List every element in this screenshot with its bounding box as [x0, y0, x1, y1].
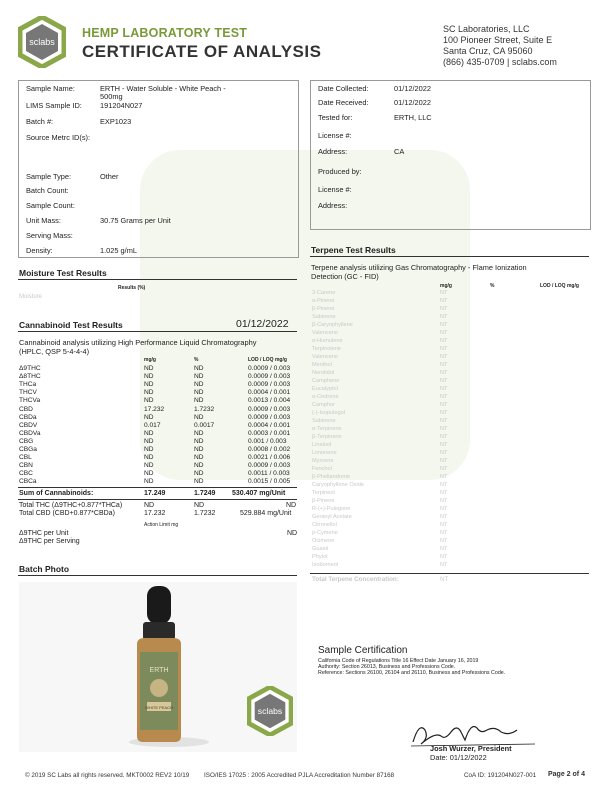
terpene-row-name: Valencene: [312, 330, 339, 336]
cannabinoid-row-name: CBL: [19, 454, 32, 462]
cannabinoid-row-value: 0.0009 / 0.003: [248, 365, 291, 372]
terpene-row-name: Fenchol: [312, 466, 332, 472]
batch-photo-title: Batch Photo: [19, 564, 70, 574]
cannabinoid-row-name: CBDV: [19, 421, 38, 429]
cannabinoid-row-value: 0.0009 / 0.003: [248, 381, 291, 389]
cannabinoid-row-value: ND: [144, 365, 154, 372]
terpene-row-name: Phytol: [312, 554, 328, 560]
per-unit-value: ND: [287, 530, 298, 537]
sclabs-seal-icon: [247, 686, 293, 736]
terpene-row-name: Nerolidol: [312, 370, 335, 376]
terpene-row-name: β-Caryophyllene: [312, 322, 353, 328]
sum-unit: 530.407 mg/Unit: [232, 490, 286, 497]
cannabinoid-row-value: ND: [194, 365, 204, 372]
cannabinoid-row-value: 0.0004 / 0.001: [248, 389, 291, 397]
terpene-row-name: Camphene: [312, 378, 340, 384]
cannabinoid-row-value: ND: [194, 478, 204, 486]
terpene-row-name: Guaiol: [312, 546, 329, 552]
unit-mass-value: 30.75 Grams per Unit: [100, 216, 171, 225]
cannabinoid-row-name: Δ9THC: [19, 365, 41, 372]
terpene-row-name: β-Phellandrene: [312, 474, 351, 480]
terpene-row-value: NT: [440, 474, 448, 480]
cannabinoid-row-value: ND: [194, 470, 204, 478]
terpene-row-value: NT: [440, 354, 448, 360]
cannabinoid-row-value: 0.0004 / 0.001: [248, 421, 291, 429]
cannabinoid-row-value: ND: [194, 429, 204, 437]
terpene-row-value: NT: [440, 426, 448, 432]
terpene-row-name: Valencene: [312, 354, 339, 360]
cannabinoid-row-value: ND: [194, 437, 204, 445]
cannabinoid-row-value: ND: [194, 454, 204, 462]
cannabinoid-col-lod: LOD / LOQ mg/g: [248, 357, 287, 363]
unit-mass-label: Unit Mass:: [26, 216, 61, 225]
certification-date: Date: 01/12/2022: [430, 753, 487, 762]
terpene-row-value: NT: [440, 554, 448, 560]
density-label: Density:: [26, 246, 53, 255]
produced-by-label: Produced by:: [318, 167, 362, 176]
terpene-total-label: Total Terpene Concentration:: [312, 576, 399, 583]
certification-line-1: California Code of Regulations Title 16 Effect Date January 16, 2019: [318, 658, 479, 664]
terpene-row-value: NT: [440, 434, 448, 440]
terpene-row-value: NT: [440, 290, 448, 296]
terpene-col-mg: mg/g: [440, 283, 452, 289]
sum-label: Sum of Cannabinoids:: [19, 490, 94, 497]
metrc-label: Source Metrc ID(s):: [26, 133, 91, 142]
cannabinoid-row-value: ND: [194, 381, 204, 389]
terpene-row-value: NT: [440, 394, 448, 400]
cannabinoid-row-value: ND: [144, 413, 154, 421]
terpene-col-lod: LOD / LOQ mg/g: [540, 283, 579, 289]
cannabinoid-row-value: 0.0013 / 0.004: [248, 397, 291, 405]
footer-iso: ISO/IES 17025 : 2005 Accredited PJLA Accreditation Number 87168: [204, 772, 395, 779]
terpene-method: Terpene analysis utilizing Gas Chromatography - Flame Ionization: [311, 263, 527, 272]
terpene-row-name: Linalool: [312, 442, 332, 448]
lims-id-value: 191204N027: [100, 101, 143, 110]
per-unit-label: Δ9THC per Unit: [19, 530, 69, 537]
terpene-row-name: β-Pinene: [312, 306, 335, 312]
terpene-row-value: NT: [440, 450, 448, 456]
cannabinoid-method: Cannabinoid analysis utilizing High Performance Liquid Chromatography: [19, 338, 257, 347]
date-collected-value: 01/12/2022: [394, 84, 431, 93]
terpene-row-value: NT: [440, 322, 448, 328]
terpene-row-name: Geranyl Acetate: [312, 514, 352, 520]
sclabs-logo: [18, 16, 66, 68]
producer-address-label: Address:: [318, 201, 348, 210]
terpene-row-name: 3-Carene: [312, 290, 336, 296]
cannabinoid-method-2: (HPLC, QSP 5-4-4-4): [19, 347, 90, 356]
bottle-flavor: WHITE PEACH: [145, 705, 173, 710]
cannabinoid-row-value: 17.232: [144, 405, 165, 413]
cannabinoid-title: Cannabinoid Test Results: [19, 320, 123, 330]
terpene-row-value: NT: [440, 442, 448, 448]
cannabinoid-row-value: 0.0021 / 0.006: [248, 454, 291, 462]
cannabinoid-col-mg: mg/g: [144, 357, 156, 363]
terpene-row-value: NT: [440, 386, 448, 392]
cannabinoid-row-value: ND: [144, 397, 154, 405]
tested-for-value: ERTH, LLC: [394, 113, 432, 122]
terpene-row-name: p-Cymene: [312, 530, 338, 536]
terpene-total-value: NT: [440, 576, 449, 583]
certification-line-2: Authority: Section 26013, Business and Professions Code.: [318, 664, 456, 670]
terpene-row-name: Terpineol: [312, 490, 335, 496]
total-thc-unit: ND: [286, 502, 297, 509]
cannabinoid-row-value: 0.0009 / 0.003: [248, 462, 291, 470]
cannabinoid-row-name: CBCa: [19, 478, 37, 486]
cannabinoid-row-value: ND: [144, 478, 154, 486]
terpene-row-name: Sabinene: [312, 314, 336, 320]
cannabinoid-row-value: 1.7232: [194, 405, 215, 413]
terpene-row-name: Camphor: [312, 402, 336, 408]
cannabinoid-row-value: ND: [144, 381, 154, 389]
header-subtitle: HEMP LABORATORY TEST: [82, 26, 248, 40]
date-received-value: 01/12/2022: [394, 98, 431, 107]
cannabinoid-row-name: THCV: [19, 389, 37, 397]
cannabinoid-row-value: 0.0015 / 0.005: [248, 478, 291, 486]
cannabinoid-row-value: 0.017: [144, 421, 161, 429]
terpene-row-value: NT: [440, 538, 448, 544]
terpene-row-name: Myrcene: [312, 458, 334, 464]
per-serving-label: Δ9THC per Serving: [19, 538, 80, 545]
terpene-row-name: Citronellol: [312, 522, 337, 528]
batch-photo-divider: [18, 575, 297, 576]
terpene-row-value: NT: [440, 530, 448, 536]
terpene-row-value: NT: [440, 306, 448, 312]
total-cbd-pct: 1.7232: [194, 510, 216, 517]
terpene-title: Terpene Test Results: [311, 245, 396, 255]
moisture-title: Moisture Test Results: [19, 268, 107, 278]
lab-address: [443, 24, 557, 68]
terpene-row-value: NT: [440, 314, 448, 320]
cannabinoid-row-value: ND: [144, 437, 154, 445]
terpene-row-value: NT: [440, 458, 448, 464]
cannabinoid-date: 01/12/2022: [236, 318, 289, 330]
batch-value: EXP1023: [100, 117, 132, 126]
batch-label: Batch #:: [26, 117, 54, 126]
lims-id-label: LIMS Sample ID:: [26, 101, 82, 110]
moisture-divider: [18, 279, 297, 280]
terpene-row-value: NT: [440, 298, 448, 304]
cannabinoid-row-name: CBN: [19, 462, 33, 470]
cannabinoid-row-name: CBG: [19, 437, 34, 445]
cannabinoid-row-value: 0.0009 / 0.003: [248, 413, 291, 421]
header-title: CERTIFICATE OF ANALYSIS: [82, 42, 322, 61]
terpene-row-value: NT: [440, 338, 448, 344]
cannabinoid-row-value: 0.0003 / 0.001: [248, 429, 291, 437]
terpene-row-value: NT: [440, 546, 448, 552]
cannabinoid-row-value: 0.0008 / 0.002: [248, 446, 291, 453]
terpene-row-name: (-)-Isopulegol: [312, 410, 345, 416]
terpene-row-value: NT: [440, 402, 448, 408]
terpene-row-value: NT: [440, 370, 448, 376]
terpene-row-value: NT: [440, 482, 448, 488]
cannabinoid-row-name: CBD: [19, 405, 33, 413]
terpene-row-name: α-Cedrene: [312, 394, 339, 400]
lab-street: 100 Pioneer Street, Suite E: [443, 35, 553, 45]
terpene-row-name: Sabinene: [312, 418, 336, 424]
sum-divider: [18, 487, 297, 488]
cannabinoid-row-value: ND: [194, 462, 204, 470]
cannabinoid-row-value: ND: [194, 373, 204, 381]
producer-license-label: License #:: [318, 185, 352, 194]
terpene-row-value: NT: [440, 514, 448, 520]
terpene-row-name: α-Humulene: [312, 338, 343, 344]
terpene-row-name: Menthol: [312, 362, 332, 368]
terpene-row-name: α-Pinene: [312, 298, 335, 304]
cannabinoid-row-value: ND: [194, 389, 204, 397]
terpene-row-value: NT: [440, 562, 448, 568]
action-limit-label: Action Limit mg: [144, 522, 179, 528]
terpene-row-name: α-Terpinene: [312, 426, 342, 432]
total-thc-pct: ND: [194, 502, 205, 509]
terpene-row-value: NT: [440, 506, 448, 512]
signer-name: Josh Wurzer, President: [430, 744, 512, 753]
cannabinoid-row-value: ND: [144, 462, 154, 470]
terpene-row-name: Eucalyptol: [312, 386, 338, 392]
lab-city: Santa Cruz, CA 95060: [443, 46, 533, 56]
terpene-row-name: Terpinolene: [312, 346, 341, 352]
sum-mg: 17.249: [144, 490, 166, 497]
terpene-row-name: R-(+)-Pulegone: [312, 506, 351, 512]
lab-company: SC Laboratories, LLC: [443, 24, 530, 34]
terpene-row-name: Ocimene: [312, 538, 335, 544]
cannabinoid-row-value: ND: [144, 389, 154, 397]
density-value: 1.025 g/mL: [100, 246, 137, 255]
terpene-total-divider: [310, 573, 589, 574]
terpene-row-name: β-Pinene: [312, 498, 335, 504]
cannabinoid-row-value: 0.0009 / 0.003: [248, 373, 291, 381]
footer-page: Page 2 of 4: [548, 771, 585, 778]
cannabinoid-row-value: 0.0009 / 0.003: [248, 405, 291, 413]
terpene-row-value: NT: [440, 378, 448, 384]
sample-type-label: Sample Type:: [26, 172, 72, 181]
certification-title: Sample Certification: [318, 645, 408, 656]
cannabinoid-row-name: CBC: [19, 470, 33, 478]
sample-name-value: ERTH - Water Soluble - White Peach -: [100, 84, 226, 93]
cannabinoid-row-name: CBDVa: [19, 429, 41, 437]
cannabinoid-row-name: THCa: [19, 381, 37, 389]
terpene-row-name: Caryophyllene Oxide: [312, 482, 364, 488]
cannabinoid-row-value: ND: [144, 454, 154, 462]
terpene-row-name: Isoborneol: [312, 562, 339, 568]
sample-count-label: Sample Count:: [26, 201, 75, 210]
total-thc-mg: ND: [144, 502, 155, 509]
terpene-row-value: NT: [440, 466, 448, 472]
address-value: CA: [394, 147, 405, 156]
cannabinoid-row-value: 0.001 / 0.003: [248, 437, 287, 445]
seal-text: sclabs: [257, 705, 283, 716]
license-label: License #:: [318, 131, 352, 140]
cannabinoid-row-value: ND: [194, 397, 204, 405]
date-collected-label: Date Collected:: [318, 84, 369, 93]
terpene-row-value: NT: [440, 418, 448, 424]
certification-line-3: Reference: Sections 26100, 26104 and 26110, Business and Professions Code.: [318, 670, 506, 676]
cannabinoid-row-name: CBGa: [19, 446, 37, 453]
sample-type-value: Other: [100, 172, 119, 181]
moisture-row-label: Moisture: [19, 294, 43, 300]
cannabinoid-row-value: ND: [144, 470, 154, 478]
sum-pct: 1.7249: [194, 490, 216, 497]
bottle-brand: ERTH: [149, 667, 169, 674]
terpene-row-value: NT: [440, 490, 448, 496]
total-cbd-mg: 17.232: [144, 510, 166, 517]
address-label: Address:: [318, 147, 348, 156]
cannabinoid-row-value: ND: [194, 413, 204, 421]
terpene-row-value: NT: [440, 410, 448, 416]
terpene-row-name: Limonene: [312, 450, 337, 456]
cannabinoid-row-value: 0.0017: [194, 421, 215, 429]
terpene-row-name: β-Terpinene: [312, 434, 342, 440]
tested-for-label: Tested for:: [318, 113, 353, 122]
cannabinoid-row-value: ND: [144, 373, 154, 381]
total-cbd-unit: 529.884 mg/Unit: [240, 510, 292, 517]
terpene-row-value: NT: [440, 498, 448, 504]
terpene-row-value: NT: [440, 522, 448, 528]
terpene-method-2: Detection (GC - FID): [311, 272, 379, 281]
cannabinoid-row-value: ND: [194, 446, 204, 453]
terpene-row-value: NT: [440, 362, 448, 368]
cannabinoid-row-name: THCVa: [19, 397, 41, 405]
footer-copyright: © 2019 SC Labs all rights reserved. MKT0002 REV2 10/19: [25, 772, 190, 779]
cannabinoid-col-pct: %: [194, 357, 199, 363]
terpene-divider: [310, 256, 589, 257]
terpene-col-pct: %: [490, 283, 495, 289]
sample-name-label: Sample Name:: [26, 84, 75, 93]
serving-mass-label: Serving Mass:: [26, 231, 73, 240]
moisture-results-header: Results (%): [118, 285, 146, 291]
total-thc-label: Total THC (Δ9THC+0.877*THCa): [19, 502, 123, 509]
cannabinoid-row-name: Δ8THC: [19, 373, 41, 381]
sum-bottom-divider: [18, 499, 297, 500]
cannabinoid-row-value: 0.0011 / 0.003: [248, 470, 290, 478]
batch-count-label: Batch Count:: [26, 186, 69, 195]
lab-contact: (866) 435-0709 | sclabs.com: [443, 57, 557, 67]
cannabinoid-row-value: ND: [144, 446, 154, 453]
total-cbd-label: Total CBD (CBD+0.877*CBDa): [19, 510, 115, 517]
footer-coa-id: CoA ID: 191204N027-001: [464, 772, 537, 779]
terpene-row-value: NT: [440, 346, 448, 352]
sample-name-value-2: 500mg: [100, 92, 123, 101]
date-received-label: Date Received:: [318, 98, 369, 107]
cannabinoid-row-value: ND: [144, 429, 154, 437]
terpene-row-value: NT: [440, 330, 448, 336]
cannabinoid-row-name: CBDa: [19, 413, 37, 421]
cannabinoid-divider: [18, 331, 297, 332]
svg-text:sclabs: sclabs: [29, 37, 55, 47]
